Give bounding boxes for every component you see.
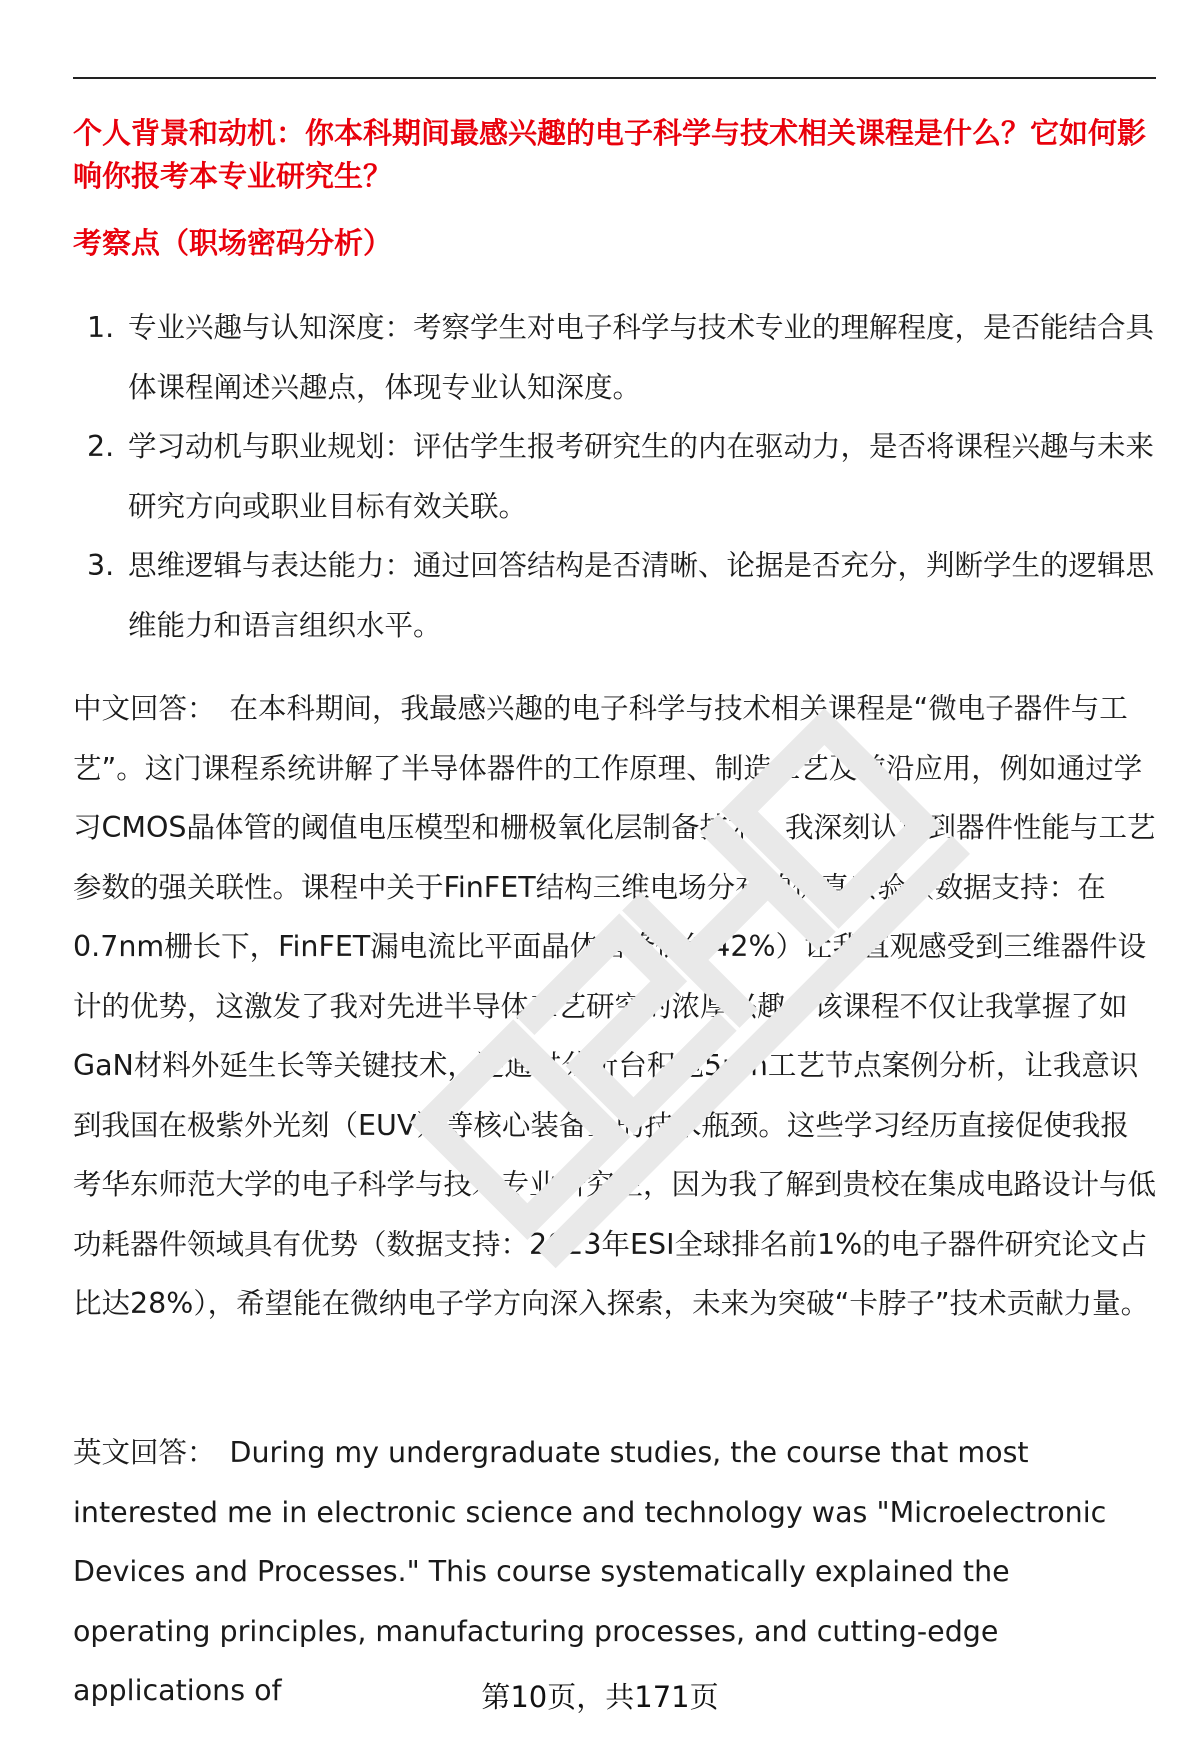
assessment-points-list xyxy=(73,298,1156,655)
page-footer: 第10页，共171页 xyxy=(481,1680,719,1714)
point-number: 1. xyxy=(87,311,115,344)
chinese-answer xyxy=(73,679,1156,1334)
question-title: 个人背景和动机：你本科期间最感兴趣的电子科学与技术相关课程是什么？它如何影响你报考本专业研究生？ xyxy=(73,116,1147,193)
point-number: 3. xyxy=(87,549,115,582)
english-answer xyxy=(73,1423,1156,1721)
list-item xyxy=(73,536,1156,655)
english-answer-text: During my undergraduate studies, the course that most interested me in electronic science and technology was "Microelectronic Devices and Processes." This course systematically explained the operating principles, manufacturing processes, and cutting-edge applications of xyxy=(73,1436,1107,1707)
point-text: 学习动机与职业规划：评估学生报考研究生的内在驱动力，是否将课程兴趣与未来研究方向或职业目标有效关联。 xyxy=(128,430,1155,523)
header-rule xyxy=(73,77,1156,79)
list-item xyxy=(73,417,1156,536)
point-text: 思维逻辑与表达能力：通过回答结构是否清晰、论据是否充分，判断学生的逻辑思维能力和语言组织水平。 xyxy=(128,549,1155,642)
list-item xyxy=(73,298,1156,417)
point-number: 2. xyxy=(87,430,115,463)
english-answer-label: 英文回答： xyxy=(73,1436,216,1469)
point-text: 专业兴趣与认知深度：考察学生对电子科学与技术专业的理解程度，是否能结合具体课程阐述兴趣点，体现专业认知深度。 xyxy=(128,311,1155,404)
chinese-answer-text: 在本科期间，我最感兴趣的电子科学与技术相关课程是“微电子器件与工艺”。这门课程系统讲解了半导体器件的工作原理、制造工艺及前沿应用，例如通过学习CMOS晶体管的阈值电压模型和栅极氧化层制备技术，我深刻认识到器件性能与工艺参数的强关联性。课程中关于FinFET结构三维电场分布的仿真实验（数据支持：在0.7nm栅长下，FinFET漏电流比平面晶体管降低约42%）让我直观感受到三维器件设计的优势，这激发了我对先进半导体工艺研究的浓厚兴趣。该课程不仅让我掌握了如GaN材料外延生长等关键技术，还通过分析台积电5nm工艺节点案例分析，让我意识到我国在极紫外光刻（EUV）等核心装备上的技术瓶颈。这些学习经历直接促使我报考华东师范大学的电子科学与技术专业研究生，因为我了解到贵校在集成电路设计与低功耗器件领域具有优势（数据支持：2023年ESI全球排名前1%的电子器件研究论文占比达28%），希望能在微纳电子学方向深入探索，未来为突破“卡脖子”技术贡献力量。 xyxy=(73,692,1157,1320)
chinese-answer-label: 中文回答： xyxy=(73,692,216,725)
section-heading: 考察点（职场密码分析） xyxy=(73,226,393,260)
